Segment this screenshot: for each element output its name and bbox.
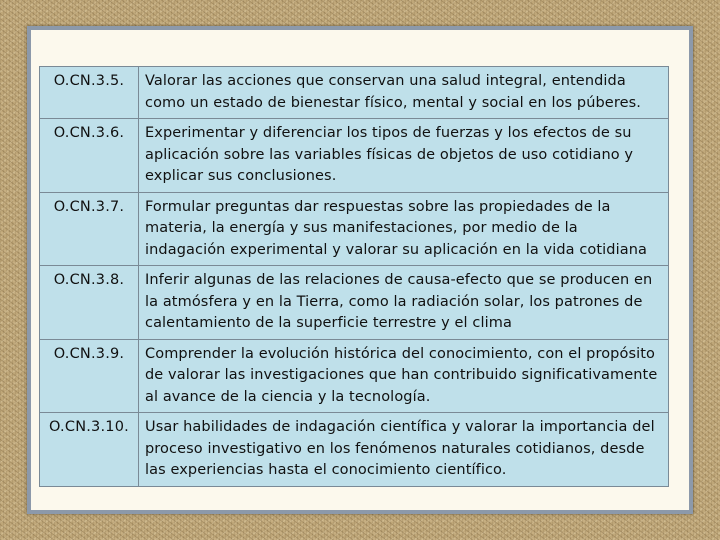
- objectives-table: [39, 66, 669, 487]
- table-row: [40, 413, 669, 487]
- objective-description: Experimentar y diferenciar los tipos de fuerzas y los efectos de su aplicación sobre las variables físicas de objetos de uso cotidiano y explicar sus conclusiones.: [139, 119, 669, 193]
- table-row: [40, 339, 669, 413]
- objective-description: Comprender la evolución histórica del conocimiento, con el propósito de valorar las investigaciones que han contribuido significativamente al avance de la ciencia y la tecnología.: [139, 339, 669, 413]
- objective-description: Formular preguntas dar respuestas sobre las propiedades de la materia, la energía y sus manifestaciones, por medio de la indagación experimental y valorar su aplicación en la vida cotidiana: [139, 192, 669, 266]
- table-row: [40, 119, 669, 193]
- objective-description: Usar habilidades de indagación científica y valorar la importancia del proceso investigativo en los fenómenos naturales cotidianos, desde las experiencias hasta el conocimiento científico.: [139, 413, 669, 487]
- table-row: [40, 266, 669, 340]
- objective-code: O.CN.3.8.: [40, 266, 139, 340]
- objective-code: O.CN.3.7.: [40, 192, 139, 266]
- objective-code: O.CN.3.9.: [40, 339, 139, 413]
- slide-frame: [27, 26, 693, 514]
- slide-content: [31, 30, 689, 510]
- objective-description: Valorar las acciones que conservan una salud integral, entendida como un estado de bienestar físico, mental y social en los púberes.: [139, 67, 669, 119]
- objective-code: O.CN.3.5.: [40, 67, 139, 119]
- objective-code: O.CN.3.10.: [40, 413, 139, 487]
- table-row: [40, 67, 669, 119]
- objective-code: O.CN.3.6.: [40, 119, 139, 193]
- table-row: [40, 192, 669, 266]
- objective-description: Inferir algunas de las relaciones de causa-efecto que se producen en la atmósfera y en la Tierra, como la radiación solar, los patrones de calentamiento de la superficie terrestre y el clima: [139, 266, 669, 340]
